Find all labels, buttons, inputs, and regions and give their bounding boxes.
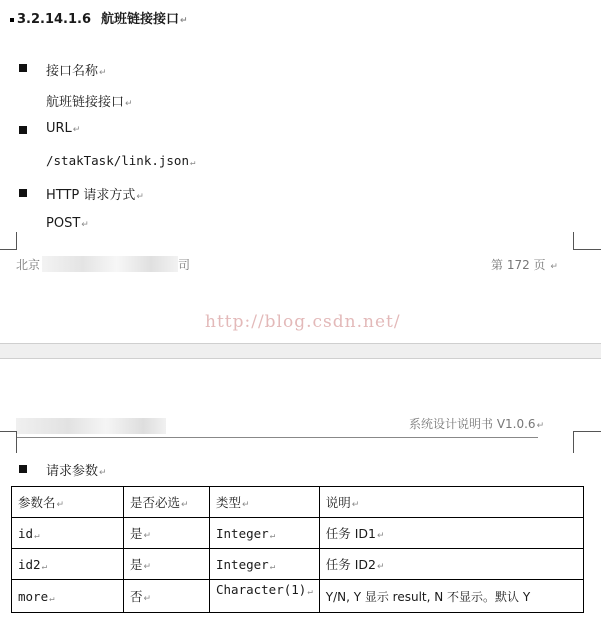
crop-mark [573,431,601,432]
table-cell: id2↵ [12,549,124,580]
heading-bullet-icon [10,18,14,22]
redacted-company-name [42,256,178,272]
bullet-square-icon [19,64,27,72]
page-gap [0,343,601,359]
bullet-square-icon [19,126,27,134]
paragraph-mark-icon: ↵ [180,16,188,26]
crop-mark [0,249,17,250]
table-row [12,518,584,549]
crop-mark [16,232,17,250]
footer-page-number: 第 172 页 ↵ [491,258,558,272]
table-cell: Integer↵ [210,549,320,580]
redacted-header-left [16,418,166,434]
list-item-label: URL↵ [46,121,81,136]
crop-mark [573,431,574,453]
bullet-square-icon [19,189,27,197]
list-item-value: POST↵ [46,216,89,231]
table-cell: 任务 ID1↵ [319,518,583,549]
bullet-square-icon [19,465,27,473]
crop-mark [16,431,17,453]
section-title: 航班链接接口 [101,12,180,27]
table-header-cell: 说明↵ [319,487,583,518]
table-row [12,580,584,613]
list-item-value: 航班链接接口↵ [46,95,133,110]
table-cell: Integer↵ [210,518,320,549]
header-rule [16,437,538,438]
crop-mark [573,232,574,250]
header-doc-title: 系统设计说明书 V1.0.6↵ [409,417,545,431]
table-cell: 是↵ [124,518,210,549]
section-heading [10,8,188,27]
table-row [12,549,584,580]
table-cell: Character(1)↵ [210,580,320,613]
footer-company: 北京 司 [16,258,191,272]
list-item-value: /stakTask/link.json↵ [46,153,196,168]
table-cell: more↵ [12,580,124,613]
request-params-label: 请求参数↵ [46,464,107,479]
list-item-label: HTTP 请求方式↵ [46,188,144,203]
params-table [11,486,584,613]
table-cell: 任务 ID2↵ [319,549,583,580]
watermark: http://blog.csdn.net/ [205,312,401,332]
table-cell: id↵ [12,518,124,549]
section-number: 3.2.14.1.6 [17,12,92,27]
table-cell: 是↵ [124,549,210,580]
table-header-row [12,487,584,518]
table-header-cell: 参数名↵ [12,487,124,518]
crop-mark [0,431,17,432]
table-cell: Y/N, Y 显示 result, N 不显示。默认 Y [319,580,583,613]
list-item-label: 接口名称↵ [46,64,107,79]
table-cell: 否↵ [124,580,210,613]
table-header-cell: 是否必选↵ [124,487,210,518]
table-header-cell: 类型↵ [210,487,320,518]
crop-mark [573,249,601,250]
